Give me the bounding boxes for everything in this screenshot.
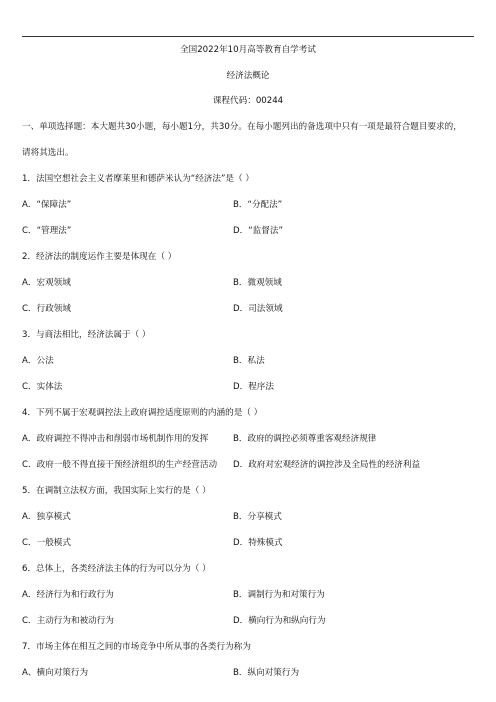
question-6-option-c: C．主动行为和被动行为 xyxy=(22,616,114,626)
question-6-option-a: A．经济行为和行政行为 xyxy=(22,590,114,600)
question-2-option-a: A．宏观领域 xyxy=(22,278,71,288)
question-3-option-c: C．实体法 xyxy=(22,382,63,392)
question-5-option-d: D．特殊模式 xyxy=(233,538,283,548)
question-1-stem: 1．法国空想社会主义者摩莱里和德萨米认为“经济法”是（ ） xyxy=(22,174,254,184)
question-1-option-d: D．“监督法” xyxy=(233,226,283,236)
question-5-stem: 5．在调制立法权方面，我国实际上实行的是（ ） xyxy=(22,486,211,496)
question-6-option-b: B．调制行为和对策行为 xyxy=(233,590,325,600)
question-4-option-c: C．政府一般不得直接干预经济组织的生产经营活动 xyxy=(22,460,218,470)
question-3-option-b: B．私法 xyxy=(233,356,265,366)
question-7-stem: 7．市场主体在相互之间的市场竞争中所从事的各类行为称为 xyxy=(22,642,251,652)
question-4-option-a: A．政府调控不得冲击和削弱市场机制作用的发挥 xyxy=(22,434,209,444)
question-7-option-a: A、横向对策行为 xyxy=(22,668,89,678)
question-2-stem: 2．经济法的制度运作主要是体现在（ ） xyxy=(22,252,177,262)
question-6-option-d: D．横向行为和纵向行为 xyxy=(233,616,326,626)
question-1-option-a: A．“保障法” xyxy=(22,200,72,210)
question-4-option-d: D．政府对宏观经济的调控涉及全局性的经济利益 xyxy=(233,460,421,470)
question-4-option-b: B．政府的调控必须尊重客观经济规律 xyxy=(233,434,377,444)
exam-title: 全国2022年10月高等教育自学考试 xyxy=(180,45,316,55)
question-3-stem: 3．与商法相比，经济法属于（ ） xyxy=(22,330,151,340)
section-intro-line1: 一、单项选择题：本大题共30小题，每小题1分，共30分。在每小题列出的备选项中只有一项是最符合题目要求的， xyxy=(22,122,462,132)
course-code: 课程代码：00244 xyxy=(212,96,284,106)
course-name: 经济法概论 xyxy=(226,71,270,81)
question-3-option-a: A．公法 xyxy=(22,356,54,366)
question-4-stem: 4．下列不属于宏观调控法上政府调控适度原则的内涵的是（ ） xyxy=(22,408,263,418)
question-7-option-b: B．纵向对策行为 xyxy=(233,668,300,678)
question-2-option-b: B．微观领域 xyxy=(233,278,282,288)
question-3-option-d: D．程序法 xyxy=(233,382,274,392)
question-1-option-c: C．“管理法” xyxy=(22,226,72,236)
question-1-option-b: B．“分配法” xyxy=(233,200,283,210)
section-intro-line2: 请将其选出。 xyxy=(22,148,74,158)
question-2-option-c: C．行政领域 xyxy=(22,304,71,314)
question-6-stem: 6．总体上，各类经济法主体的行为可以分为（ ） xyxy=(22,564,211,574)
question-5-option-a: A．独享模式 xyxy=(22,512,71,522)
question-2-option-d: D．司法领域 xyxy=(233,304,283,314)
question-5-option-c: C．一般模式 xyxy=(22,538,71,548)
header-rule xyxy=(22,36,474,37)
question-5-option-b: B．分享模式 xyxy=(233,512,282,522)
